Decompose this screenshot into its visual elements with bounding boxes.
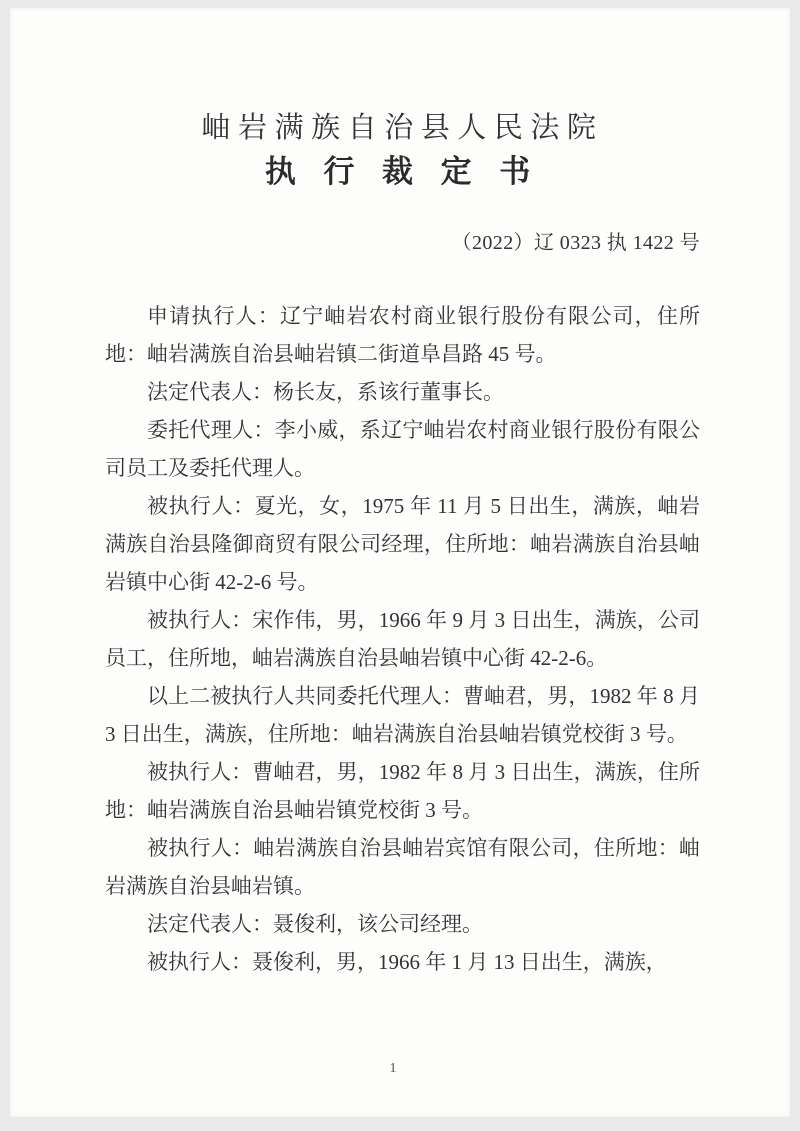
page-number: 1 xyxy=(389,1061,397,1076)
paragraph-legal-representative: 法定代表人：杨长友，系该行董事长。 xyxy=(147,380,504,404)
court-name-heading: 岫岩满族自治县人民法院 xyxy=(201,112,604,144)
paragraph-respondent-1: 被执行人：夏光，女，1975 年 11 月 5 日出生，满族，岫岩满族自治县隆御商贸有限公司经理，住所地：岫岩满族自治县岫岩镇中心街 42-2-6 号。 xyxy=(105,494,700,594)
paragraph-respondent-5: 被执行人：聂俊利，男，1966 年 1 月 13 日出生，满族， xyxy=(147,950,667,974)
document-title: 执 行 裁 定 书 xyxy=(264,154,541,189)
paragraph-respondent-4: 被执行人：岫岩满族自治县岫岩宾馆有限公司，住所地：岫岩满族自治县岫岩镇。 xyxy=(105,836,700,898)
document-body xyxy=(105,297,700,981)
paragraph-joint-agent: 以上二被执行人共同委托代理人：曹岫君，男，1982 年 8 月 3 日出生，满族，住所地：岫岩满族自治县岫岩镇党校街 3 号。 xyxy=(105,684,700,746)
paragraph-respondent-2: 被执行人：宋作伟，男，1966 年 9 月 3 日出生，满族，公司员工，住所地，岫岩满族自治县岫岩镇中心街 42-2-6。 xyxy=(105,608,700,670)
paragraph-legal-representative-2: 法定代表人：聂俊利，该公司经理。 xyxy=(147,912,483,936)
case-number: （2022）辽 0323 执 1422 号 xyxy=(451,232,700,254)
document-content xyxy=(10,8,790,1117)
paragraph-applicant: 申请执行人：辽宁岫岩农村商业银行股份有限公司，住所地：岫岩满族自治县岫岩镇二街道阜昌路 45 号。 xyxy=(105,304,700,366)
paragraph-entrusted-agent: 委托代理人：李小威，系辽宁岫岩农村商业银行股份有限公司员工及委托代理人。 xyxy=(105,418,700,480)
document-page xyxy=(10,8,790,1117)
paragraph-respondent-3: 被执行人：曹岫君，男，1982 年 8 月 3 日出生，满族，住所地：岫岩满族自治县岫岩镇党校街 3 号。 xyxy=(105,760,700,822)
